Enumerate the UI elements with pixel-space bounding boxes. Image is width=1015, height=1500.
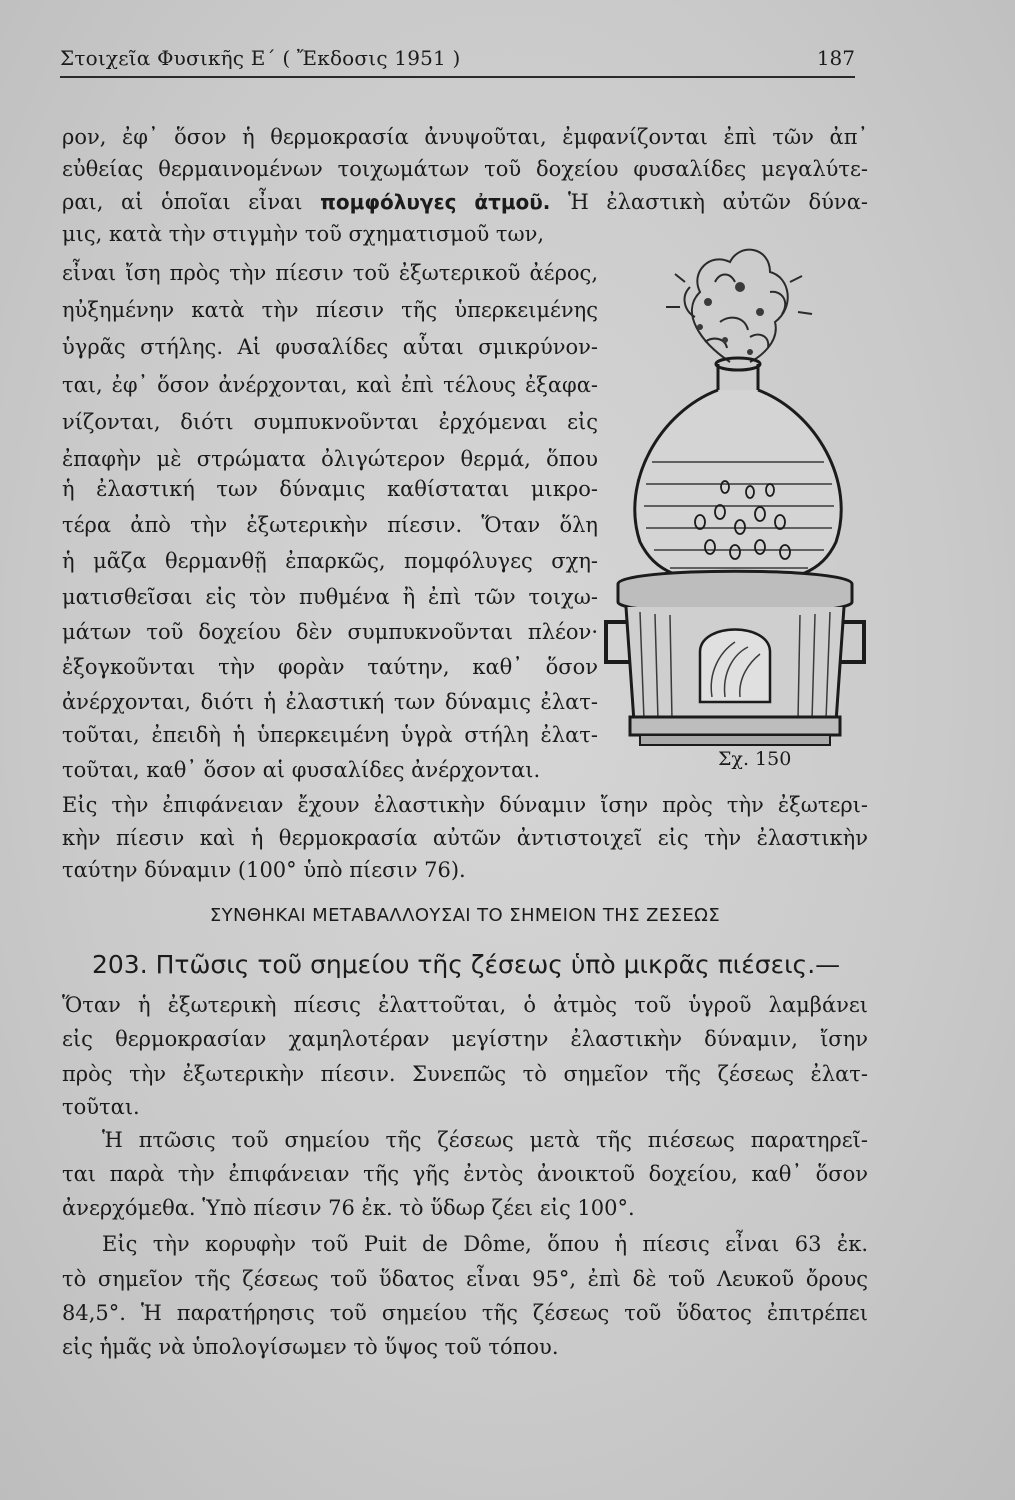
text-line: ται παρὰ τὴν ἐπιφάνειαν τῆς γῆς ἐντὸς ἀνοικτοῦ δοχείου, καθ᾽ ὅσον	[62, 1162, 868, 1186]
text-line: κὴν πίεσιν καὶ ἡ θερμοκρασία αὐτῶν ἀντιστοιχεῖ εἰς τὴν ἐλαστικὴν	[62, 826, 868, 850]
text-line: εὐθείας θερμαινομένων τοιχωμάτων τοῦ δοχείου φυσαλίδες μεγαλύτε-	[62, 157, 868, 181]
section-heading: ΣΥΝΘΗΚΑΙ ΜΕΤΑΒΑΛΛΟΥΣΑΙ ΤΟ ΣΗΜΕΙΟΝ ΤΗΣ ΖΕΣΕΩΣ	[209, 905, 721, 926]
text-line: εἰς θερμοκρασίαν χαμηλοτέραν μεγίστην ἐλαστικὴν δύναμιν, ἴσην	[62, 1027, 868, 1051]
text-fragment: Ἡ ἐλαστικὴ αὐτῶν δύνα-	[567, 190, 868, 214]
text-line: Εἰς τὴν κορυφὴν τοῦ Puit de Dôme, ὅπου ἡ πίεσις εἶναι 63 ἐκ.	[102, 1232, 868, 1256]
text-line: ρον, ἐφ᾽ ὅσον ἡ θερμοκρασία ἀνυψοῦται, ἐμφανίζονται ἐπὶ τῶν ἀπ᾽	[62, 125, 868, 149]
text-line: πρὸς τὴν ἐξωτερικὴν πίεσιν. Συνεπῶς τὸ σημεῖον τῆς ζέσεως ἐλατ-	[62, 1062, 868, 1086]
text-line: Ἡ πτῶσις τοῦ σημείου τῆς ζέσεως μετὰ τῆς πιέσεως παρατηρεῖ-	[102, 1128, 868, 1152]
text-line: ἐπαφὴν μὲ στρώματα ὀλιγώτερον θερμά, ὅπου	[62, 447, 598, 471]
text-line: μάτων τοῦ δοχείου δὲν συμπυκνοῦνται πλέον·	[62, 620, 598, 644]
text-line: μις, κατὰ τὴν στιγμὴν τοῦ σχηματισμοῦ των,	[62, 222, 545, 246]
text-line: ἀνερχόμεθα. Ὑπὸ πίεσιν 76 ἐκ. τὸ ὕδωρ ζέει εἰς 100°.	[62, 1196, 635, 1220]
text-line: εἶναι ἴση πρὸς τὴν πίεσιν τοῦ ἐξωτερικοῦ ἀέρος,	[62, 261, 598, 285]
bold-term: πομφόλυγες ἀτμοῦ.	[320, 190, 551, 214]
text-line: νίζονται, διότι συμπυκνοῦνται ἐρχόμεναι εἰς	[62, 410, 598, 434]
text-line: ἡ ἐλαστική των δύναμις καθίσταται μικρο-	[62, 477, 598, 501]
text-line: ἀνέρχονται, διότι ἡ ἐλαστική των δύναμις ἐλατ-	[62, 690, 598, 714]
text-fragment: ραι, αἱ ὁποῖαι εἶναι	[62, 190, 303, 214]
text-line: τοῦται, ἐπειδὴ ἡ ὑπερκειμένη ὑγρὰ στήλη ἐλατ-	[62, 723, 598, 747]
text-line: εἰς ἡμᾶς νὰ ὑπολογίσωμεν τὸ ὕψος τοῦ τόπου.	[62, 1335, 559, 1359]
boiling-flask-icon	[600, 222, 870, 750]
subsection-heading: 203. Πτῶσις τοῦ σημείου τῆς ζέσεως ὑπὸ μικρᾶς πιέσεις.—	[92, 950, 841, 979]
text-line: ἐξογκοῦνται τὴν φορὰν ταύτην, καθ᾽ ὅσον	[62, 655, 598, 679]
text-line: τοῦται.	[62, 1095, 140, 1119]
text-line: ταύτην δύναμιν (100° ὑπὸ πίεσιν 76).	[62, 858, 466, 882]
text-line: τοῦται, καθ᾽ ὅσον αἱ φυσαλίδες ἀνέρχονται.	[62, 758, 541, 782]
text-line: τὸ σημεῖον τῆς ζέσεως τοῦ ὕδατος εἶναι 95°, ἐπὶ δὲ τοῦ Λευκοῦ ὄρους	[62, 1267, 868, 1291]
text-line: ται, ἐφ᾽ ὅσον ἀνέρχονται, καὶ ἐπὶ τέλους ἐξαφα-	[62, 373, 598, 397]
running-header	[60, 44, 855, 78]
text-line: ἡ μᾶζα θερμανθῇ ἐπαρκῶς, πομφόλυγες σχη-	[62, 549, 598, 573]
text-line: Ὅταν ἡ ἐξωτερικὴ πίεσις ἐλαττοῦται, ὁ ἀτμὸς τοῦ ὑγροῦ λαμβάνει	[62, 993, 868, 1017]
boiling-flask-figure	[600, 222, 870, 750]
text-line: ηὐξημένην κατὰ τὴν πίεσιν τῆς ὑπερκειμένης	[62, 298, 598, 322]
text-line: Εἰς τὴν ἐπιφάνειαν ἔχουν ἐλαστικὴν δύναμιν ἴσην πρὸς τὴν ἐξωτερι-	[62, 793, 868, 817]
book-title: Στοιχεῖα Φυσικῆς Ε΄ ( Ἔκδοσις 1951 )	[60, 46, 461, 70]
text-line: 84,5°. Ἡ παρατήρησις τοῦ σημείου τῆς ζέσεως τοῦ ὕδατος ἐπιτρέπει	[62, 1301, 868, 1325]
text-line: τέρα ἀπὸ τὴν ἐξωτερικὴν πίεσιν. Ὅταν ὅλη	[62, 513, 598, 537]
text-line: ὑγρᾶς στήλης. Αἱ φυσαλίδες αὗται σμικρύνον-	[62, 335, 598, 359]
figure-caption: Σχ. 150	[718, 748, 792, 770]
text-line	[62, 187, 868, 217]
text-line: ματισθεῖσαι εἰς τὸν πυθμένα ἢ ἐπὶ τῶν τοιχω-	[62, 585, 598, 609]
page-number: 187	[816, 46, 855, 70]
